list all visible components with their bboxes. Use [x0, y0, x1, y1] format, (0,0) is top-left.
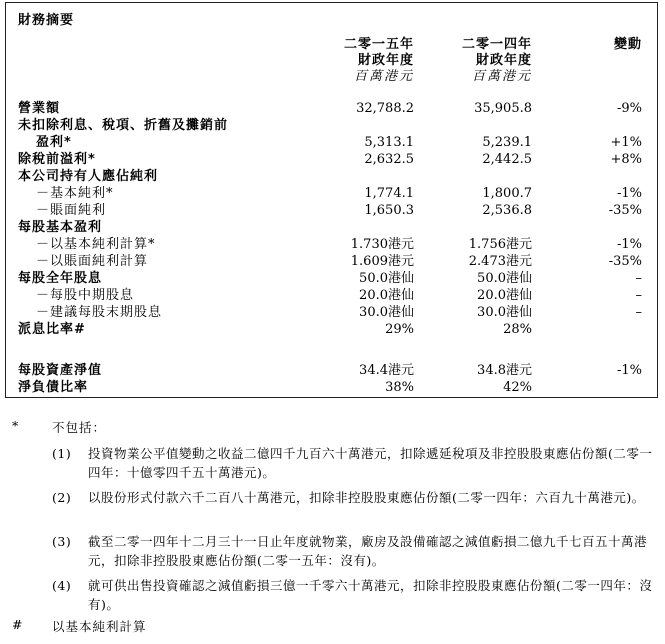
footnote-star-symbol: *: [12, 418, 19, 433]
table-row: [6, 117, 657, 134]
column-header-2014: [462, 37, 532, 85]
header-2015-fy: 財政年度: [357, 53, 414, 68]
row-label: 本公司持有人應佔純利: [18, 169, 159, 184]
value-2014: 34.8港元: [477, 363, 532, 378]
footnote-number: (4): [52, 578, 72, 593]
table-row: [6, 253, 657, 270]
row-label: 每股全年股息: [18, 271, 103, 286]
value-2015: 2,632.5: [364, 152, 414, 167]
row-label: －每股中期股息: [36, 288, 135, 303]
column-header-2015: [344, 37, 414, 85]
row-label: 盈利*: [36, 135, 72, 150]
row-label: －基本純利*: [36, 186, 114, 201]
value-2015: 34.4港元: [359, 363, 414, 378]
value-change: –: [635, 271, 642, 286]
row-label: 淨負債比率: [18, 380, 89, 395]
value-change: -1%: [616, 363, 642, 378]
value-change: –: [635, 288, 642, 303]
value-2014: 28%: [503, 322, 532, 337]
table-row: [6, 270, 657, 287]
value-2014: 2,442.5: [482, 152, 532, 167]
row-label: 每股資產淨值: [18, 363, 103, 378]
table-row: [6, 219, 657, 236]
value-2015: 1,774.1: [364, 186, 414, 201]
value-2014: 20.0港仙: [477, 288, 532, 303]
table-row: [6, 202, 657, 219]
section-title: 財務摘要: [18, 13, 75, 28]
row-label: 派息比率#: [18, 322, 86, 337]
value-change: +8%: [610, 152, 642, 167]
column-header-change: 變動: [613, 37, 642, 52]
value-2015: 29%: [385, 322, 414, 337]
table-row: [6, 321, 657, 338]
table-row: [6, 304, 657, 321]
value-change: –: [635, 305, 642, 320]
value-2014: 2.473港元: [468, 254, 532, 269]
value-2015: 1,650.3: [364, 203, 414, 218]
value-2015: 32,788.2: [356, 101, 414, 116]
value-2014: 35,905.8: [474, 101, 532, 116]
value-2015: 1.609港元: [350, 254, 414, 269]
footnote-hash-text: 以基本純利計算: [52, 619, 147, 634]
footnote-text: 就可供出售投資確認之減值虧損三億一千零六十萬港元，扣除非控股股東應佔份額(二零一四年：沒有)。: [88, 578, 653, 612]
value-2014: 5,239.1: [482, 135, 532, 150]
table-row: [6, 134, 657, 151]
row-label: 除稅前溢利*: [18, 152, 96, 167]
value-change: -35%: [608, 254, 642, 269]
header-2014-year: 二零一四年: [461, 37, 532, 52]
footnote-hash-symbol: #: [12, 617, 23, 632]
value-2015: 50.0港仙: [359, 271, 414, 286]
footnote-star-heading: 不包括：: [52, 420, 107, 435]
value-change: -9%: [616, 101, 642, 116]
footnote-number: (3): [52, 534, 72, 549]
footnote-number: (1): [52, 446, 72, 461]
table-row: [6, 185, 657, 202]
value-change: -35%: [608, 203, 642, 218]
footnote-text: 以股份形式付款六千二百八十萬港元，扣除非控股股東應佔份額(二零一四年：六百九十萬港元)。: [88, 490, 645, 505]
value-2015: 38%: [385, 380, 414, 395]
value-2015: 20.0港仙: [359, 288, 414, 303]
value-2015: 5,313.1: [364, 135, 414, 150]
footnote-text: 截至二零一四年十二月三十一日止年度就物業，廠房及設備確認之減值虧損二億九千七百五十萬港元，扣除非控股股東應佔份額(二零一五年：沒有)。: [88, 534, 648, 568]
table-row: [6, 287, 657, 304]
header-2014-unit: 百萬港元: [471, 69, 532, 84]
row-label: －賬面純利: [36, 203, 107, 218]
table-row: [6, 100, 657, 117]
value-change: +1%: [610, 135, 642, 150]
row-label: 未扣除利息、稅項、折舊及攤銷前: [18, 118, 229, 133]
footnote-text: 投資物業公平值變動之收益二億四千九百六十萬港元，扣除遞延稅項及非控股股東應佔份額(二零一四年：十億零四千五十萬港元)。: [88, 446, 653, 480]
value-2015: 1.730港元: [350, 237, 414, 252]
row-label: 營業額: [18, 101, 61, 116]
value-change: -1%: [616, 186, 642, 201]
row-label: －建議每股末期股息: [36, 305, 163, 320]
financial-summary-table: [5, 2, 658, 398]
footnote-number: (2): [52, 490, 72, 505]
value-2014: 50.0港仙: [477, 271, 532, 286]
header-2015-year: 二零一五年: [343, 37, 414, 52]
value-2014: 2,536.8: [482, 203, 532, 218]
table-row: [6, 236, 657, 253]
value-2015: 30.0港仙: [359, 305, 414, 320]
header-2015-unit: 百萬港元: [353, 69, 414, 84]
table-row: [6, 379, 657, 396]
table-row: [6, 168, 657, 185]
row-label: 每股基本盈利: [18, 220, 103, 235]
value-2014: 42%: [503, 380, 532, 395]
value-change: -1%: [616, 237, 642, 252]
header-2014-fy: 財政年度: [475, 53, 532, 68]
row-label: －以基本純利計算*: [36, 237, 156, 252]
row-label: －以賬面純利計算: [36, 254, 149, 269]
table-row: [6, 151, 657, 168]
value-2014: 1,800.7: [482, 186, 532, 201]
value-2014: 1.756港元: [468, 237, 532, 252]
table-row: [6, 362, 657, 379]
value-2014: 30.0港仙: [477, 305, 532, 320]
